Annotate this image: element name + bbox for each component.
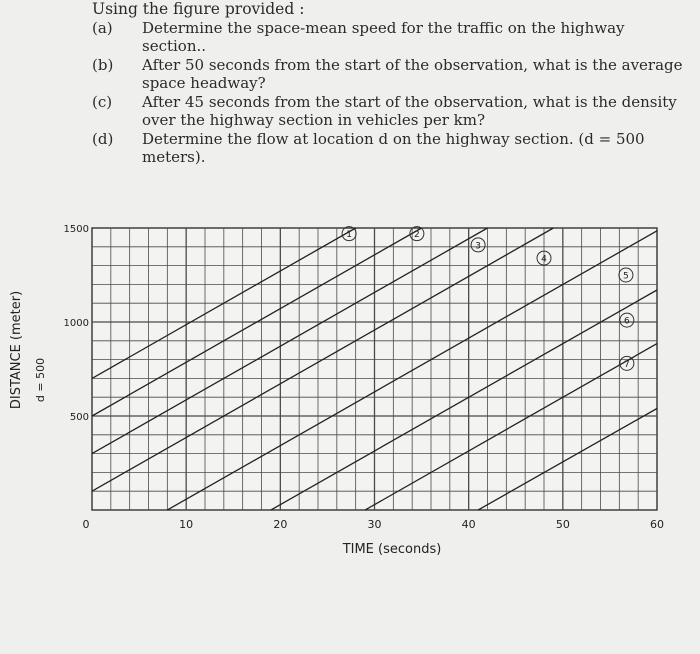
part-letter: (d) [92, 129, 114, 148]
part-letter: (c) [92, 92, 113, 111]
x-tick-label: 10 [179, 518, 194, 531]
y-axis-note: d = 500 [34, 357, 47, 403]
y-tick-label: 1000 [63, 318, 89, 329]
part-letter: (a) [92, 18, 113, 37]
vehicle-label: 7 [623, 359, 630, 370]
vehicle-label: 4 [541, 254, 547, 265]
x-tick-label: 20 [273, 518, 288, 531]
part-text: After 50 seconds from the start of the observation, what is the average space headway? [142, 55, 683, 92]
vehicle-label: 2 [414, 230, 420, 241]
x-tick-label: 40 [461, 518, 476, 531]
question-title: Using the figure provided : [92, 0, 305, 18]
y-tick-label: 1500 [63, 224, 89, 235]
vehicle-label: 6 [623, 316, 630, 327]
part-text: After 45 seconds from the start of the observation, what is the density over the highway section in vehicles per km? [142, 92, 677, 129]
x-axis-label: TIME (seconds) [342, 542, 442, 557]
x-tick-label: 0 [82, 518, 90, 531]
part-text: Determine the flow at location d on the highway section. (d = 500 meters). [142, 129, 645, 166]
y-tick-label: 500 [69, 412, 89, 423]
vehicle-label: 1 [346, 230, 352, 241]
x-tick-label: 60 [650, 518, 664, 531]
y-axis-label: DISTANCE (meter) [9, 290, 24, 410]
part-text: Determine the space-mean speed for the traffic on the highway section.. [142, 18, 625, 55]
vehicle-label: 5 [623, 271, 629, 282]
vehicle-label: 3 [475, 241, 481, 252]
x-tick-label: 50 [555, 518, 570, 531]
part-letter: (b) [92, 55, 114, 74]
x-tick-label: 30 [367, 518, 382, 531]
